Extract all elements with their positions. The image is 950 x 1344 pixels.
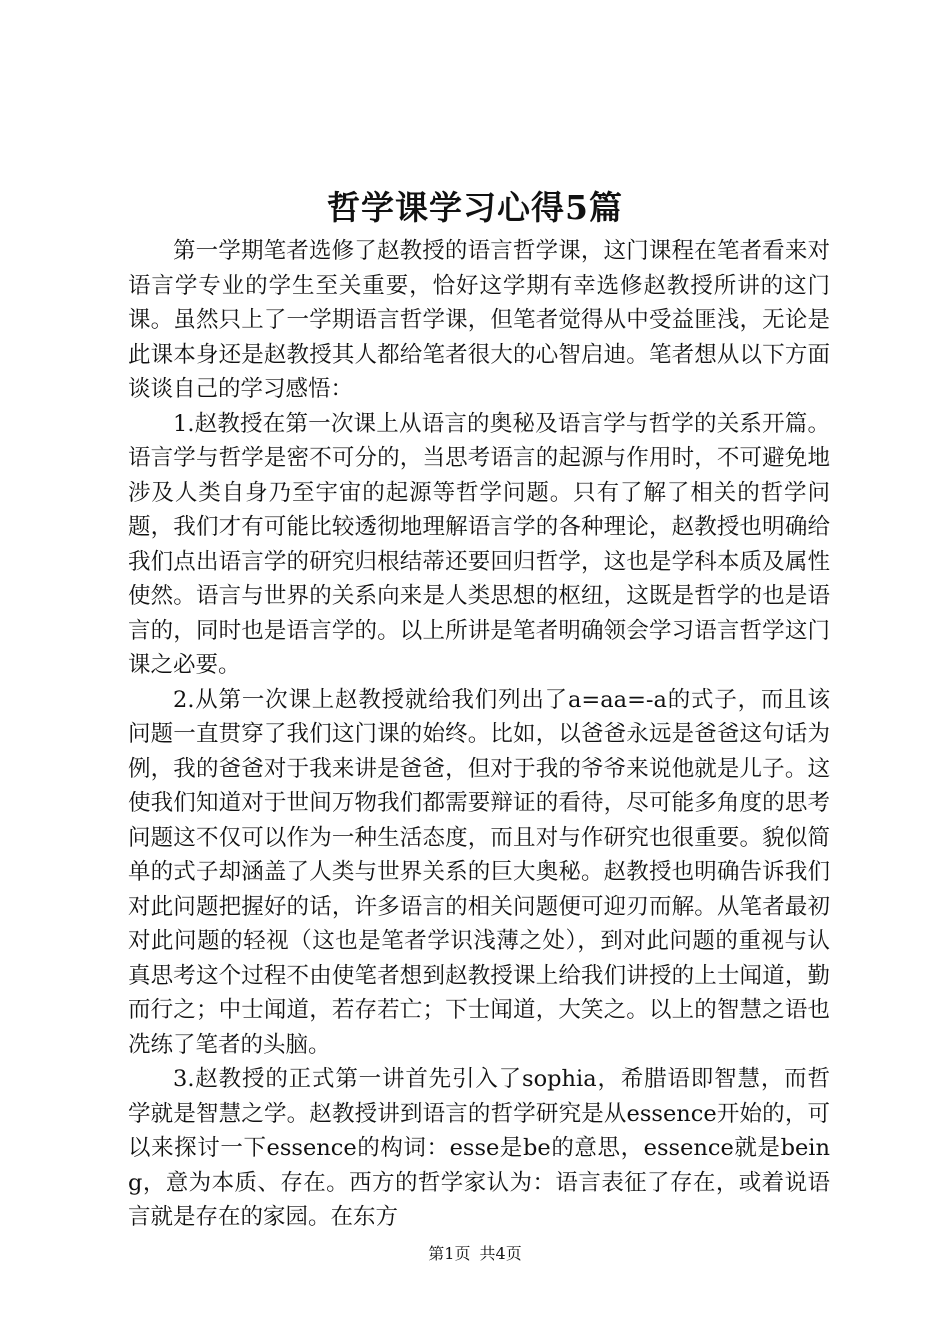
page-number: 第1页 (428, 1244, 471, 1263)
document-body (128, 234, 830, 1235)
document-title: 哲学课学习心得5篇 (327, 188, 623, 227)
paragraph-point-1: 1.赵教授在第一次课上从语言的奥秘及语言学与哲学的关系开篇。语言学与哲学是密不可分的，当思考语言的起源与作用时，不可避免地涉及人类自身乃至宇宙的起源等哲学问题。只有了解了相关的哲学问题，我们才有可能比较透彻地理解语言学的各种理论，赵教授也明确给我们点出语言学的研究归根结蒂还要回归哲学，这也是学科本质及属性使然。语言与世界的关系向来是人类思想的枢纽，这既是哲学的也是语言的，同时也是语言学的。以上所讲是笔者明确领会学习语言哲学这门课之必要。 (128, 410, 830, 678)
page-footer (0, 1242, 950, 1266)
paragraph-intro: 第一学期笔者选修了赵教授的语言哲学课，这门课程在笔者看来对语言学专业的学生至关重要，恰好这学期有幸选修赵教授所讲的这门课。虽然只上了一学期语言哲学课，但笔者觉得从中受益匪浅，无论是此课本身还是赵教授其人都给笔者很大的心智启迪。笔者想从以下方面谈谈自己的学习感悟： (128, 238, 830, 402)
page-total: 共4页 (479, 1244, 522, 1263)
paragraph-point-3: 3.赵教授的正式第一讲首先引入了sophia，希腊语即智慧，而哲学就是智慧之学。赵教授讲到语言的哲学研究是从essence开始的，可以来探讨一下essence的构词：esse是be的意思，essence就是being，意为本质、存在。西方的哲学家认为：语言表征了存在，或着说语言就是存在的家园。在东方 (128, 1066, 830, 1230)
paragraph-point-2: 2.从第一次课上赵教授就给我们列出了a=aa=-a的式子，而且该问题一直贯穿了我们这门课的始终。比如，以爸爸永远是爸爸这句话为例，我的爸爸对于我来讲是爸爸，但对于我的爷爷来说他就是儿子。这使我们知道对于世间万物我们都需要辩证的看待，尽可能多角度的思考问题这不仅可以作为一种生活态度，而且对与作研究也很重要。貌似简单的式子却涵盖了人类与世界关系的巨大奥秘。赵教授也明确告诉我们对此问题把握好的话，许多语言的相关问题便可迎刃而解。从笔者最初对此问题的轻视（这也是笔者学识浅薄之处），到对此问题的重视与认真思考这个过程不由使笔者想到赵教授课上给我们讲授的上士闻道，勤而行之；中士闻道，若存若亡；下士闻道，大笑之。以上的智慧之语也冼练了笔者的头脑。 (128, 686, 830, 1058)
